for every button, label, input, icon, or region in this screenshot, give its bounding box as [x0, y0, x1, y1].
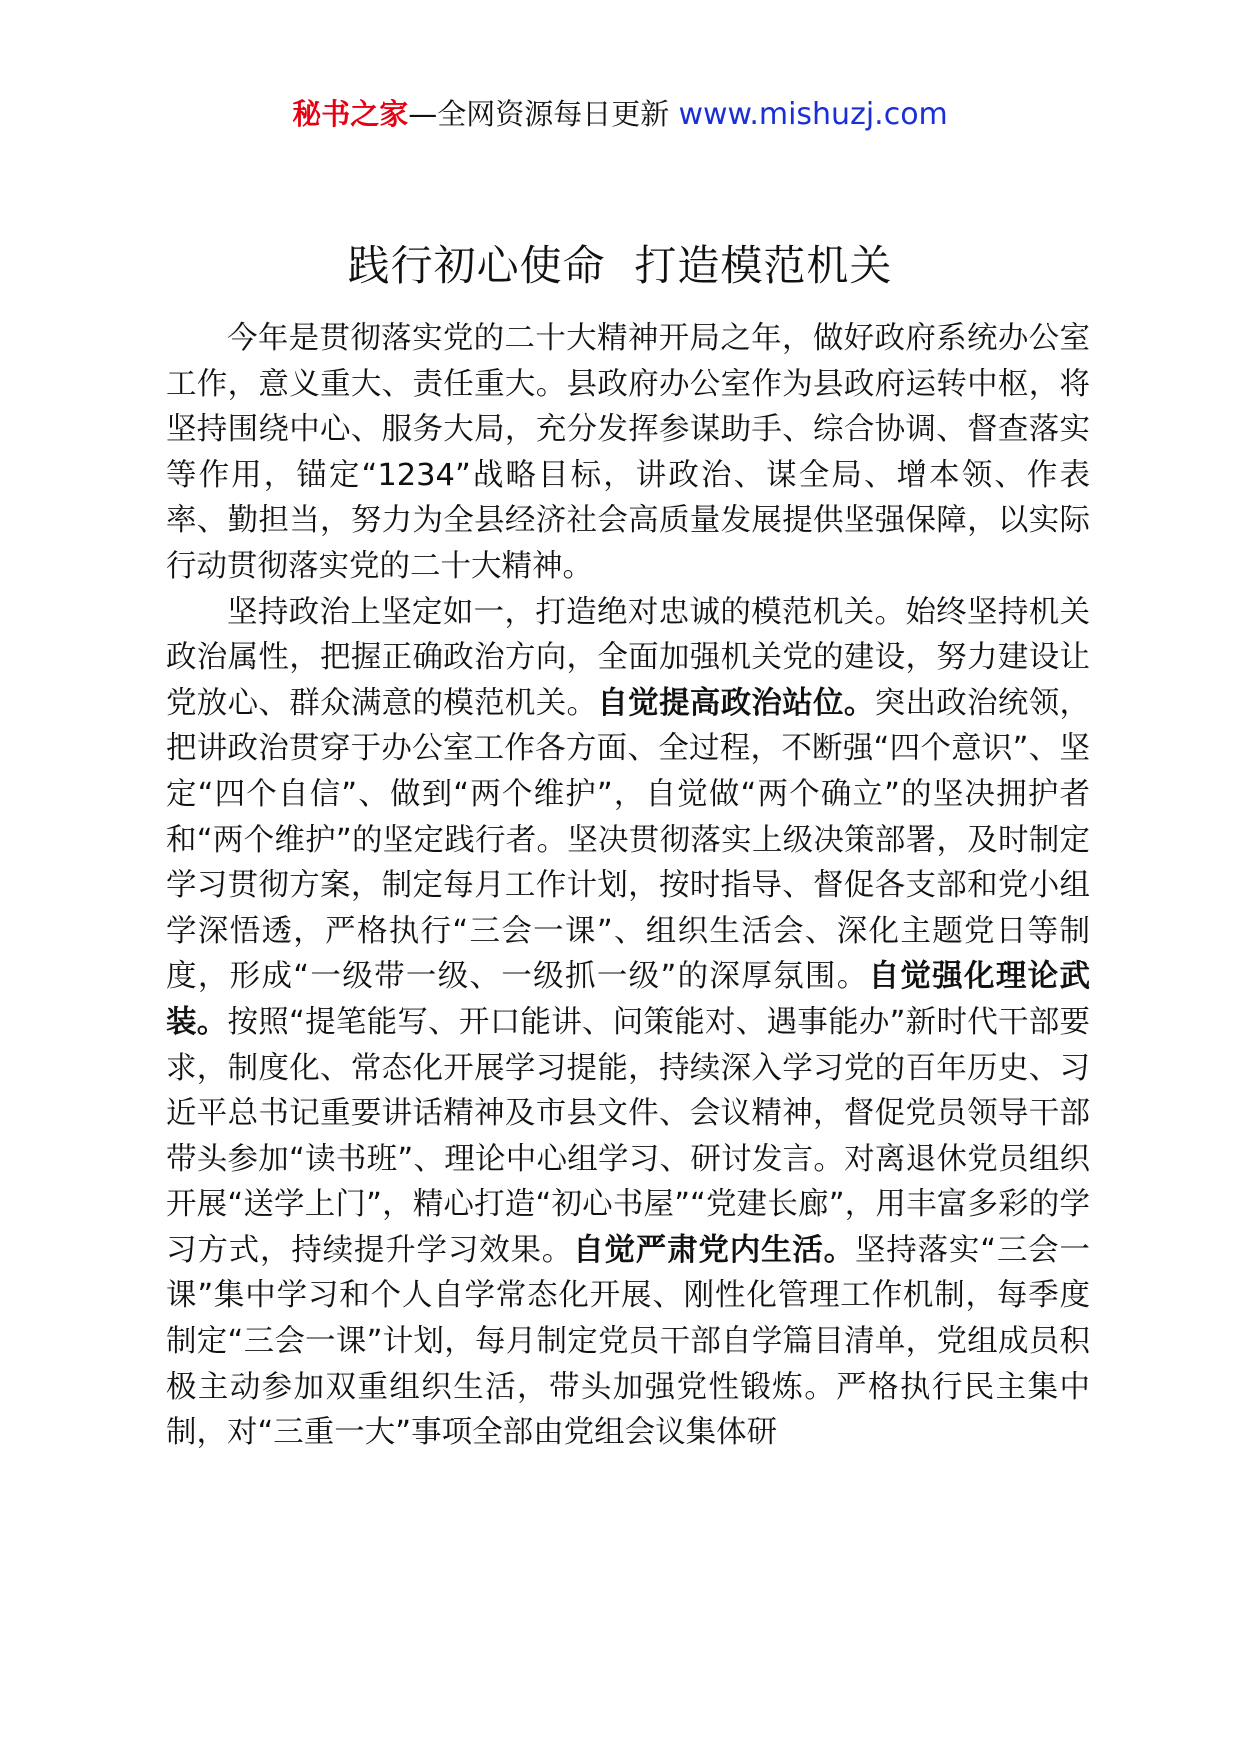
- bold-heading-party-life: 自觉严肃党内生活。: [573, 1232, 855, 1268]
- site-header: [0, 96, 1240, 133]
- site-url-link[interactable]: www.mishuzj.com: [678, 97, 948, 132]
- paragraph-political: [166, 590, 1090, 1456]
- document-body: [166, 316, 1090, 1456]
- text-segment: 坚持政治上坚定如一，打造绝对忠诚的模范机关。始终坚持机关政治属性，把握正确政治方向，全面加强机关党的建设，努力建设让党放心、群众满意的模范机关。: [166, 594, 1090, 721]
- paragraph-intro: 今年是贯彻落实党的二十大精神开局之年，做好政府系统办公室工作，意义重大、责任重大。县政府办公室作为县政府运转中枢，将坚持围绕中心、服务大局，充分发挥参谋助手、综合协调、督查落实等作用，锚定“1234”战略目标，讲政治、谋全局、增本领、作表率、勤担当，努力为全县经济社会高质量发展提供坚强保障，以实际行动贯彻落实党的二十大精神。: [166, 321, 1090, 584]
- bold-heading-political-stance: 自觉提高政治站位。: [597, 685, 875, 721]
- text-segment: 突出政治统领，把讲政治贯穿于办公室工作各方面、全过程，不断强“四个意识”、坚定“四个自信”、做到“两个维护”，自觉做“两个确立”的坚决拥护者和“两个维护”的坚定践行者。坚决贯彻落实上级决策部署，及时制定学习贯彻方案，制定每月工作计划，按时指导、督促各支部和党小组学深悟透，严格执行“三会一课”、组织生活会、深化主题党日等制度，形成“一级带一级、一级抓一级”的深厚氛围。: [166, 685, 1091, 995]
- text-segment: 按照“提笔能写、开口能讲、问策能对、遇事能办”新时代干部要求，制度化、常态化开展学习提能，持续深入学习党的百年历史、习近平总书记重要讲话精神及市县文件、会议精神，督促党员领导干部带头参加“读书班”、理论中心组学习、研讨发言。对离退休党员组织开展“送学上门”，精心打造“初心书屋”“党建长廊”，用丰富多彩的学习方式，持续提升学习效果。: [166, 1004, 1090, 1268]
- bold-heading-theory: 自觉强化理论武装。: [166, 959, 1091, 1040]
- site-slogan: —全网资源每日更新: [408, 97, 670, 131]
- brand-name: 秘书之家: [292, 97, 409, 131]
- text-segment: 坚持落实“三会一课”集中学习和个人自学常态化开展、刚性化管理工作机制，每季度制定“三会一课”计划，每月制定党员干部自学篇目清单，党组成员积极主动参加双重组织生活，带头加强党性锻炼。严格执行民主集中制，对“三重一大”事项全部由党组会议集体研: [166, 1232, 1091, 1451]
- document-title: 践行初心使命 打造模范机关: [347, 241, 893, 290]
